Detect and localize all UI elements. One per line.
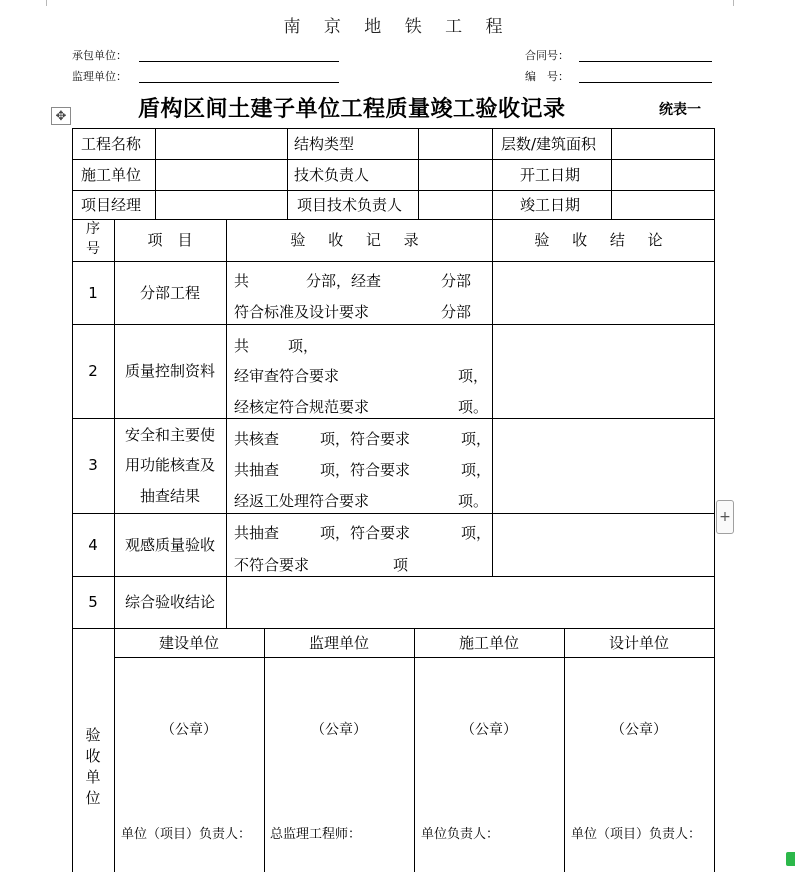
- project-name-label: 工程名称: [81, 135, 142, 153]
- item-header: 项 目: [147, 231, 193, 249]
- project-tech-lead-label: 项目技术负责人: [297, 196, 403, 214]
- row-number: 2: [88, 362, 98, 380]
- seal-placeholder: （公章）: [311, 722, 367, 738]
- signer-label: 单位（项目）负责人：: [121, 827, 252, 842]
- margin-mark-top-right: [733, 0, 745, 6]
- record-text: 项。: [458, 398, 489, 416]
- supervisor-label: 监理单位：: [72, 70, 127, 83]
- contractor-label: 承包单位：: [72, 49, 127, 62]
- row-item: 安全和主要使: [124, 426, 215, 444]
- record-text: 项，: [458, 367, 489, 385]
- row-number: 3: [88, 456, 98, 474]
- record-text: 项，: [288, 337, 319, 355]
- supervisor-field-line[interactable]: [139, 82, 339, 83]
- structure-type-label: 结构类型: [294, 135, 355, 153]
- margin-mark-top-left: [35, 0, 47, 6]
- record-text: 分部: [441, 272, 472, 290]
- contractor-field-line[interactable]: [139, 61, 339, 62]
- unit-name-contractor: 施工单位: [458, 634, 519, 652]
- tech-lead-label: 技术负责人: [294, 166, 370, 184]
- record-text: 不符合要求: [234, 556, 310, 574]
- construction-unit-label: 施工单位: [81, 166, 142, 184]
- record-text: 经返工处理符合要求: [234, 492, 370, 510]
- row-number: 4: [88, 536, 98, 554]
- row-item: 综合验收结论: [124, 593, 215, 611]
- contract-no-field-line[interactable]: [579, 61, 712, 62]
- row-item: 观感质量验收: [124, 536, 215, 554]
- floors-area-label: 层数/建筑面积: [501, 135, 597, 153]
- plus-icon[interactable]: +: [716, 500, 734, 534]
- conclusion-header: 验 收 结 论: [534, 231, 672, 249]
- record-text: 项，符合要求: [320, 461, 411, 479]
- unit-name-builder: 建设单位: [158, 634, 219, 652]
- seq-header-top: 序: [86, 221, 100, 237]
- signer-label: 单位负责人：: [421, 827, 500, 842]
- record-text: 共抽查: [234, 524, 280, 542]
- record-text: 共核查: [234, 430, 280, 448]
- record-text: 符合标准及设计要求: [234, 303, 370, 321]
- seal-placeholder: （公章）: [161, 722, 217, 738]
- signer-label: 总监理工程师：: [270, 827, 362, 842]
- row-number: 1: [88, 284, 98, 302]
- start-date-label: 开工日期: [520, 166, 581, 184]
- form-code: 统表一: [659, 102, 701, 118]
- serial-no-field-line[interactable]: [579, 82, 712, 83]
- signer-label: 单位（项目）负责人：: [571, 827, 702, 842]
- seal-placeholder: （公章）: [611, 722, 667, 738]
- project-manager-label: 项目经理: [81, 196, 142, 214]
- record-text: 共抽查: [234, 461, 280, 479]
- seal-placeholder: （公章）: [461, 722, 517, 738]
- record-text: 经核定符合规范要求: [234, 398, 370, 416]
- record-text: 分部: [441, 303, 472, 321]
- seq-header-bottom: 号: [86, 241, 100, 257]
- record-text: 项: [393, 556, 409, 574]
- record-text: 项，: [461, 524, 492, 542]
- record-text: 项。: [458, 492, 489, 510]
- record-header: 验 收 记 录: [290, 231, 428, 249]
- company-title: 南 京 地 铁 工 程: [283, 17, 512, 37]
- record-text: 项，: [461, 461, 492, 479]
- row-item: 质量控制资料: [124, 362, 215, 380]
- record-text: 共: [234, 272, 250, 290]
- row-item: 分部工程: [139, 284, 200, 302]
- green-marker: [786, 852, 795, 866]
- serial-no-label: 编 号：: [525, 70, 569, 83]
- record-text: 项，符合要求: [320, 430, 411, 448]
- row-number: 5: [88, 593, 98, 611]
- document-title: 盾构区间土建子单位工程质量竣工验收记录: [138, 97, 566, 122]
- record-text: 共: [234, 337, 250, 355]
- record-text: 经审查符合要求: [234, 367, 340, 385]
- record-text: 项，符合要求: [320, 524, 411, 542]
- record-text: 项，: [461, 430, 492, 448]
- move-arrows-icon[interactable]: ✥: [51, 107, 71, 125]
- row-item: 用功能核查及: [124, 456, 215, 474]
- contract-no-label: 合同号：: [525, 49, 569, 62]
- row-item: 抽查结果: [139, 487, 200, 505]
- completion-date-label: 竣工日期: [520, 196, 581, 214]
- acceptance-units-label: 验 收 单 位: [85, 726, 101, 807]
- unit-name-designer: 设计单位: [608, 634, 669, 652]
- unit-name-supervisor: 监理单位: [308, 634, 369, 652]
- record-text: 分部，经查: [306, 272, 382, 290]
